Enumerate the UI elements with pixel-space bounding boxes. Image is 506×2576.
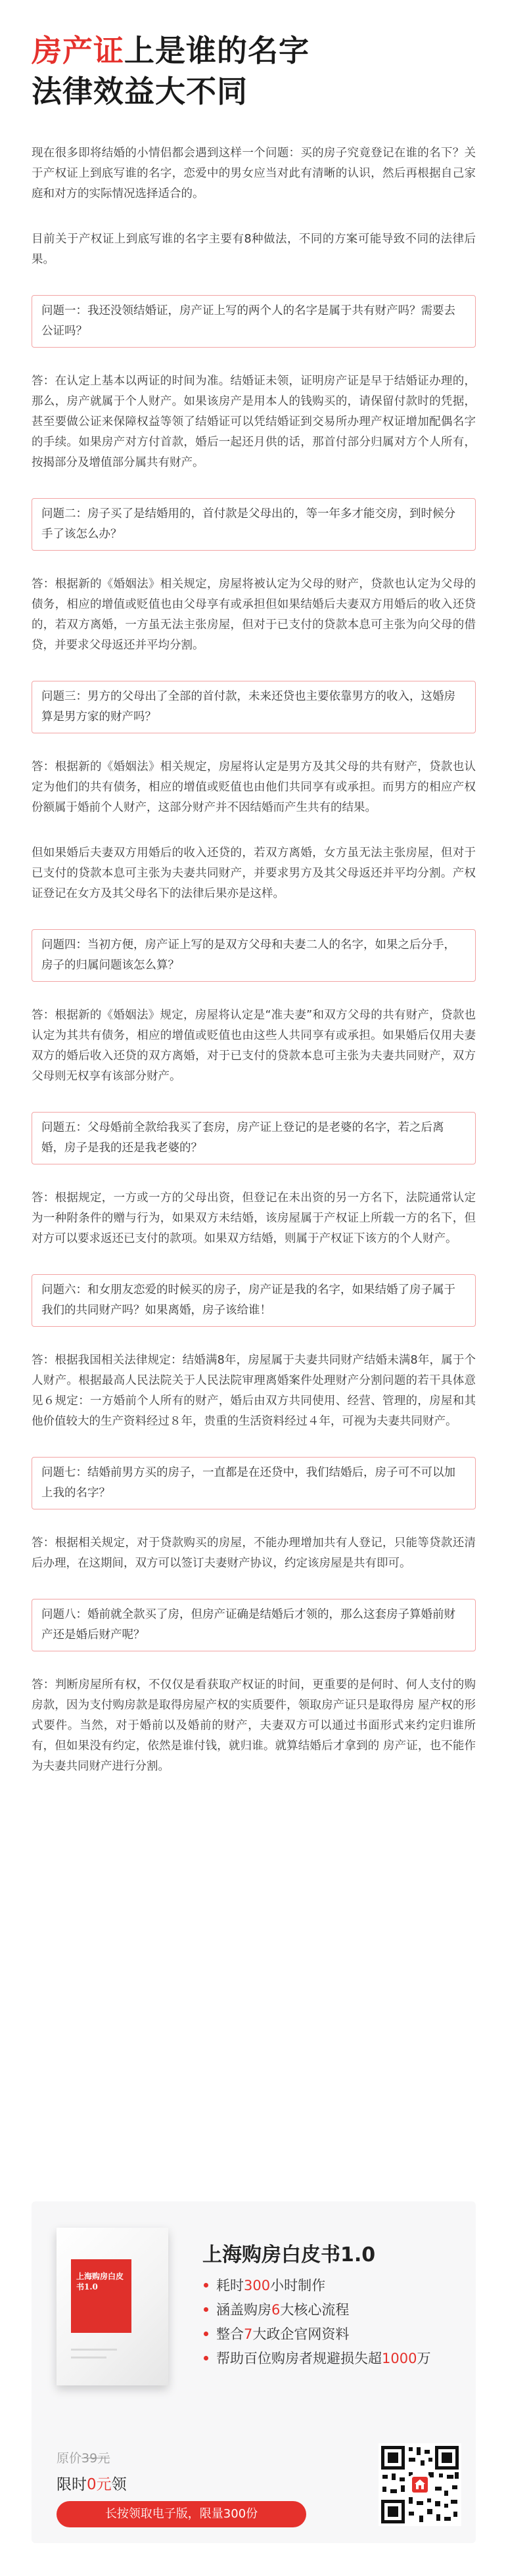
answer-1: 答：在认定上基本以两证的时间为准。结婚证未领，证明房产证是早于结婚证办理的，那么，房产就属于个人财产。如果该房产是用本人的钱购买的，请保留付款时的凭据，甚至要做公证来保障权益等领了结婚证可以凭结婚证到交易所办理产权证增加配偶名字的手续。如果房产对方付首款，婚后一起还月供的话，那首付部分归属对方个人所有，按揭部分及增值部分属共有财产。 <box>32 375 476 469</box>
feature-text: 大政企官网资料 <box>252 2326 350 2342</box>
question-box-8: 问题八：婚前就全款买了房，但房产证确是结婚后才领的，那么这套房子算婚前财产还是婚后财产呢？ <box>32 1599 476 1651</box>
book-cover-title: 上海购房白皮书1.0 <box>76 2272 124 2291</box>
title-highlight: 房产证 <box>32 33 124 68</box>
promo-title: 上海购房白皮书1.0 <box>202 2243 376 2266</box>
bullet-dot-icon <box>204 2307 208 2312</box>
intro-paragraph-2: 目前关于产权证上到底写谁的名字主要有8种做法，不同的方案可能导致不同的法律后果。 <box>32 233 476 266</box>
book-cover-line <box>71 2357 106 2358</box>
article-body <box>32 143 476 1802</box>
question-box-5: 问题五：父母婚前全款给我买了套房，房产证上登记的是老婆的名字，若之后离婚，房子是我的还是我老婆的？ <box>32 1112 476 1164</box>
feature-text: 涵盖购房 <box>216 2302 271 2318</box>
bullet-dot-icon <box>204 2356 208 2360</box>
answer-5: 答：根据规定，一方或一方的父母出资，但登记在未出资的另一方名下，法院通常认定为一种附条件的赠与行为，如果双方未结婚，该房屋属于产权证上所载一方的名下，但对方可以要求返还已支付的款项。如果双方结婚，则属于产权证下该方的个人财产。 <box>32 1191 476 1245</box>
qr-code-icon[interactable] <box>379 2443 461 2526</box>
current-price-label: 限时 <box>57 2476 87 2493</box>
feature-highlight: 300 <box>244 2278 271 2293</box>
feature-highlight: 1000 <box>382 2351 417 2366</box>
answer-8: 答：判断房屋所有权，不仅仅是看获取产权证的时间，更重要的是何时、何人支付的购房款，因为支付购房款是取得房屋产权的实质要件，领取房产证只是取得房 屋产权的形式要件。当然，对于婚前以及婚前的财产，夫妻双方可以通过书面形式来约定归谁所有，但如果没有约定，依然是谁付钱，就归谁。就算结婚后才拿到的 房产证，也不能作为夫妻共同财产进行分割。 <box>32 1678 476 1773</box>
question-box-4: 问题四：当初方便，房产证上写的是双方父母和夫妻二人的名字，如果之后分手，房子的归属问题该怎么算？ <box>32 929 476 982</box>
original-price-label: 原价 <box>57 2451 82 2466</box>
question-box-1: 问题一：我还没领结婚证，房产证上写的两个人的名字是属于共有财产吗？需要去公证吗？ <box>32 295 476 348</box>
answer-7: 答：根据相关规定，对于贷款购买的房屋，不能办理增加共有人登记，只能等贷款还清后办理，在这期间，双方可以签订夫妻财产协议，约定该房屋是共有即可。 <box>32 1536 476 1570</box>
title-line-1-rest: 上是谁的名字 <box>124 33 310 68</box>
feature-text: 万 <box>417 2351 431 2366</box>
original-price-value: 39元 <box>81 2451 110 2466</box>
feature-text: 整合 <box>216 2326 244 2342</box>
promo-feature-item <box>204 2347 430 2371</box>
answer-2: 答：根据新的《婚姻法》相关规定，房屋将被认定为父母的财产，贷款也认定为父母的债务，相应的增值或贬值也由父母享有或承担但如果结婚后夫妻双方用婚后的收入还贷的，若双方离婚，一方虽无法主张房屋，但对于已支付的贷款本息可主张为向父母的借贷，并要求父母返还并平均分割。 <box>32 578 476 652</box>
answer-3-continued: 但如果婚后夫妻双方用婚后的收入还贷的，若双方离婚，女方虽无法主张房屋，但对于已支付的贷款本息可主张为夫妻共同财产，并要求男方及其父母返还并平均分割。产权证登记在女方及其父母名下的法律后果亦是这样。 <box>32 846 476 900</box>
promo-feature-list <box>204 2274 430 2371</box>
current-price-suffix: 领 <box>111 2476 127 2493</box>
feature-text: 耗时 <box>216 2278 244 2293</box>
promo-feature-item <box>204 2274 430 2298</box>
feature-text: 帮助百位购房者规避损失超 <box>216 2351 382 2366</box>
intro-paragraph: 现在很多即将结婚的小情侣都会遇到这样一个问题：买的房子究竟登记在谁的名下？关于产权证上到底写谁的名字，恋爱中的男女应当对此有清晰的认识，然后再根据自己家庭和对方的实际情况选择适合的。 <box>32 147 476 200</box>
question-box-2: 问题二：房子买了是结婚用的，首付款是父母出的，等一年多才能交房，到时候分手了该怎么办？ <box>32 498 476 551</box>
book-cover-red-block <box>71 2259 131 2333</box>
feature-highlight: 6 <box>271 2302 281 2318</box>
current-price-value: 0元 <box>87 2476 112 2493</box>
promo-card[interactable] <box>32 2201 476 2543</box>
original-price <box>57 2449 110 2466</box>
feature-text: 小时制作 <box>270 2278 326 2293</box>
current-price <box>57 2472 127 2494</box>
article-title <box>32 30 478 112</box>
title-line-1 <box>32 30 478 71</box>
bullet-dot-icon <box>204 2332 208 2336</box>
promo-feature-item <box>204 2298 430 2322</box>
title-line-2: 法律效益大不同 <box>32 74 248 109</box>
promo-feature-item <box>204 2322 430 2347</box>
bullet-dot-icon <box>204 2283 208 2288</box>
book-cover-image <box>57 2228 168 2385</box>
question-box-6: 问题六：和女朋友恋爱的时候买的房子，房产证是我的名字，如果结婚了房子属于我们的共同财产吗？如果离婚，房子该给谁！ <box>32 1274 476 1327</box>
question-box-3: 问题三：男方的父母出了全部的首付款，未来还贷也主要依靠男方的收入，这婚房算是男方家的财产吗？ <box>32 681 476 733</box>
answer-4: 答：根据新的《婚姻法》规定，房屋将认定是“准夫妻”和双方父母的共有财产，贷款也认定为其共有债务，相应的增值或贬值也由这些人共同享有或承担。如果婚后仅用夫妻双方的婚后收入还贷的双方离婚，对于已支付的贷款本息可主张为夫妻共同财产，双方父母则无权享有该部分财产。 <box>32 1009 476 1083</box>
feature-text: 大核心流程 <box>280 2302 350 2318</box>
feature-highlight: 7 <box>244 2326 253 2342</box>
answer-3: 答：根据新的《婚姻法》相关规定，房屋将认定是男方及其父母的共有财产，贷款也认定为他们的共有债务，相应的增值或贬值也由他们共同享有或承担。而男方的相应产权份额属于婚前个人财产，这部分财产并不因结婚而产生共有的结果。 <box>32 760 476 814</box>
qr-code-graphic <box>379 2443 461 2526</box>
answer-6: 答：根据我国相关法律规定：结婚满8年，房屋属于夫妻共同财产结婚未满8年，属于个人财产。根据最高人民法院关于人民法院审理离婚案件处理财产分割问题的若干具体意见６规定：一方婚前个人所有的财产，婚后由双方共同使用、经营、管理的，房屋和其他价值较大的生产资料经过８年，贵重的生活资料经过４年，可视为夫妻共同财产。 <box>32 1354 476 1428</box>
claim-ebook-button[interactable]: 长按领取电子版，限量300份 <box>57 2501 306 2527</box>
question-box-7: 问题七：结婚前男方买的房子，一直都是在还贷中，我们结婚后，房子可不可以加上我的名字？ <box>32 1457 476 1509</box>
book-cover-line <box>71 2349 117 2351</box>
